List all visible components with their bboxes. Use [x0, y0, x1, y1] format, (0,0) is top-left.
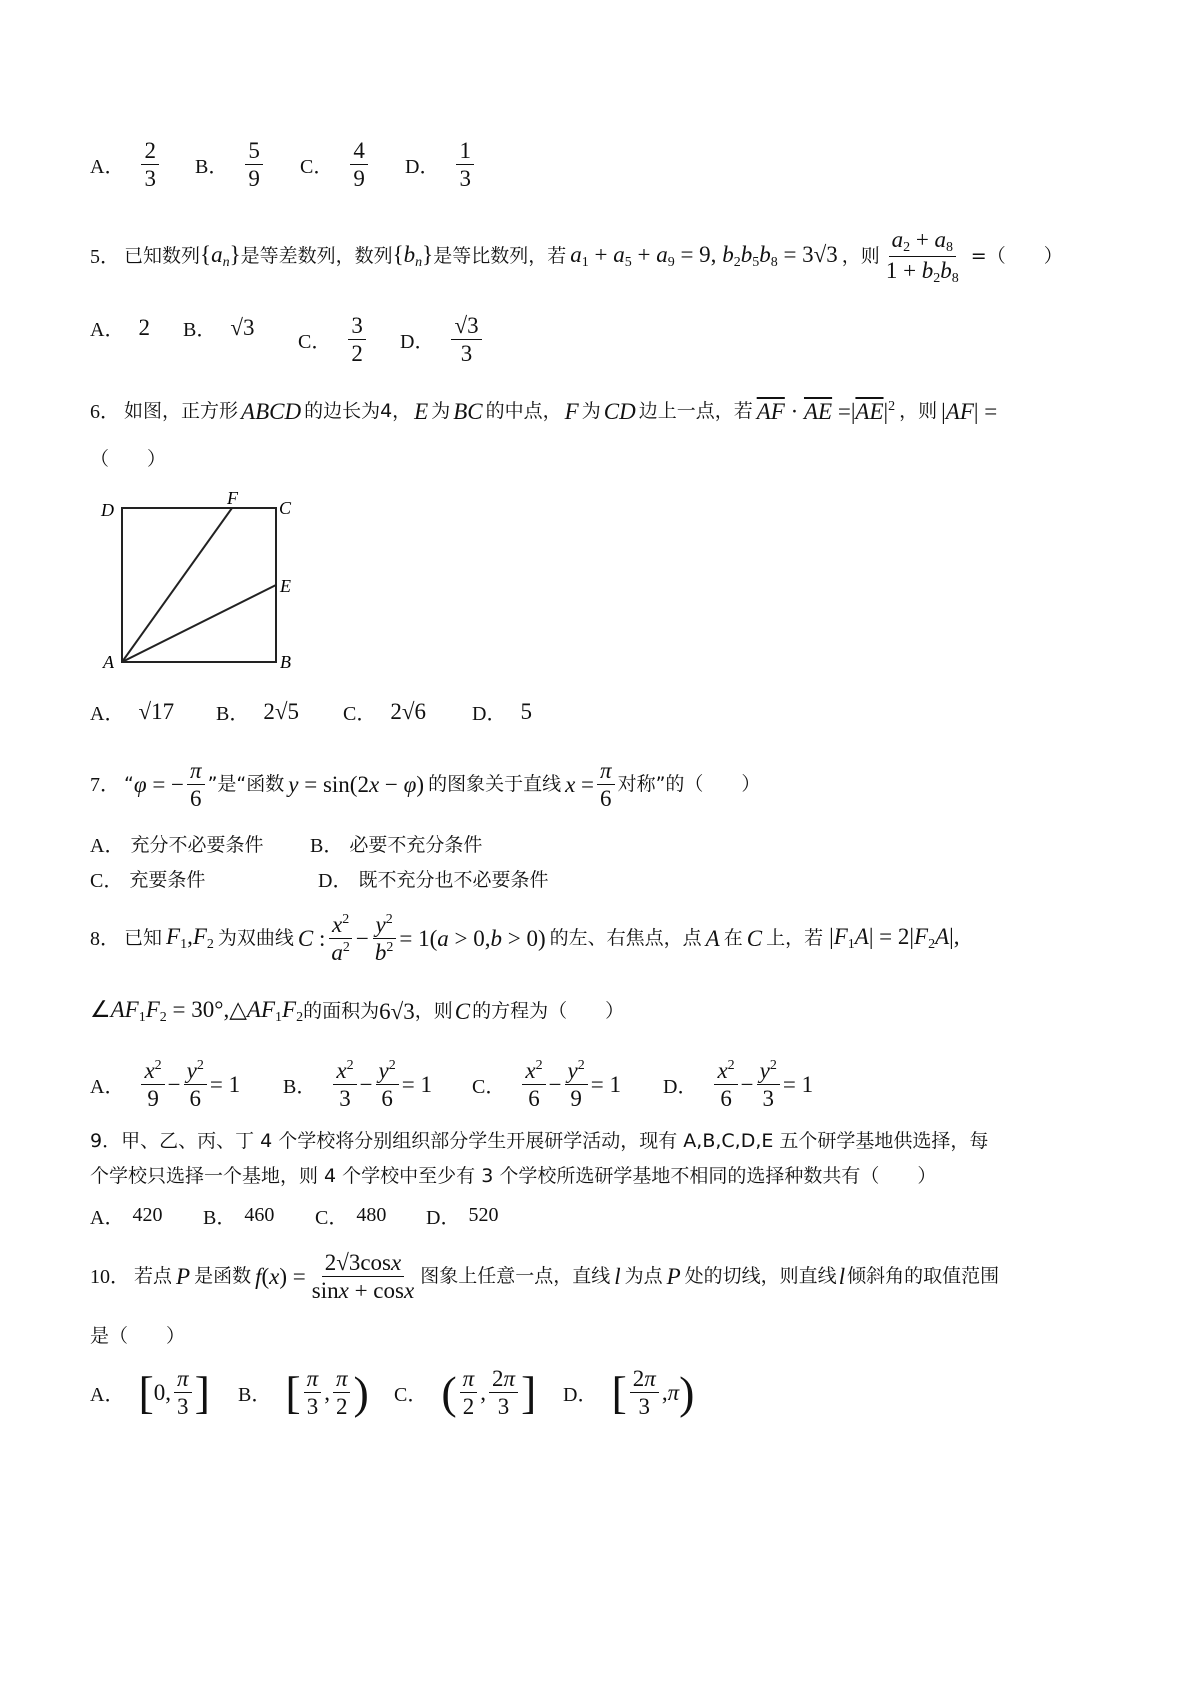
q8-option-c: C． $\frac{x^2}{6}$ − $\frac{y^2}{9}$ = 1 — [472, 1058, 621, 1112]
q10-option-c: C． ( $\frac{\pi}{2}$ , $\frac{2\pi}{3}$ ] — [394, 1366, 537, 1420]
q4-option-c: C． $\frac{4}{9}$ — [300, 138, 371, 192]
q10-option-d: D． [ $\frac{2\pi}{3}$ ,π ) — [563, 1366, 695, 1420]
q7-option-b: B． 必要不充分条件 — [310, 834, 483, 857]
q4-option-b: B． $\frac{5}{9}$ — [195, 138, 266, 192]
q6-stem: 6． 如图，正方形 ABCD 的边长为4， E 为 BC 的中点， F 为 CD 边上一点，若 $\overline{AF} \cdot \overline{AE} =|\overline{AE}|^2$ ，则 |AF| = — [90, 399, 998, 424]
segment-ae — [122, 585, 276, 662]
q10-stem-line2: 是（ ） — [90, 1325, 186, 1347]
q8-stem-line2: $\angle AF_1F_2$ = $30^\circ,\triangle AF_1F_2$ 的面积为 6√3 ，则 C 的方程为（ ） — [90, 997, 625, 1025]
q5-stem: 5． 已知数列 $\{a_n\}$ 是等差数列，数列 $\{b_n\}$ 是等比数列，若 $a_1 + a_5 + a_9 = 9$, $b_2b_5b_8 = 3√3$ ，则 $\frac{a_2 + a_8}{1 + b_2b_8}$ =（ ） — [90, 227, 1063, 287]
q7-option-d: D． 既不充分也不必要条件 — [318, 869, 549, 892]
q10-option-a: A． [ 0, $\frac{\pi}{3}$ ] — [90, 1366, 210, 1420]
label-e: E — [280, 576, 291, 596]
q9-option-d: D． 520 — [426, 1204, 499, 1229]
label-b: B — [280, 652, 291, 672]
q9-stem-line2: 个学校只选择一个基地，则 4 个学校中至少有 3 个学校所选研学基地不相同的选择种数共有（ ） — [90, 1165, 937, 1187]
q7-option-c: C． 充要条件 — [90, 869, 206, 892]
label-d: D — [101, 500, 114, 520]
q7-stem: 7． “ φ = − $\frac{\pi}{6}$ ” 是“函数 y = sin(2x − φ) 的图象关于直线 x = $\frac{\pi}{6}$ 对称”的（ ） — [90, 758, 761, 812]
q5-option-b: B． √3 — [183, 314, 255, 341]
square-abcd — [122, 508, 276, 662]
label-f: F — [227, 488, 238, 508]
q6-answer-paren: （ ） — [90, 448, 167, 470]
segment-af — [122, 508, 232, 662]
q10-stem: 10． 若点 P 是函数 f(x) = $\frac{2√3\cos x}{\sin x + \cos x}$ 图象上任意一点，直线 l 为点 P 处的切线，则直线 l 倾斜角的取值范围 — [90, 1250, 1000, 1304]
q9-option-b: B． 460 — [203, 1204, 275, 1229]
q5-option-c: C． $\frac{3}{2}$ — [298, 313, 369, 367]
q4-option-d: D． $\frac{1}{3}$ — [405, 138, 477, 192]
q6-option-c: C． 2√6 — [343, 698, 426, 725]
q5-option-a: A． 2 — [90, 314, 150, 341]
label-a: A — [103, 652, 114, 672]
q6-square-figure — [95, 488, 305, 673]
q6-option-b: B． 2√5 — [216, 698, 299, 725]
q9-stem-line1: 9．甲、乙、丙、丁 4 个学校将分别组织部分学生开展研学活动，现有 A,B,C,D,E 五个研学基地供选择，每 — [90, 1130, 989, 1152]
q8-option-a: A． $\frac{x^2}{9}$ − $\frac{y^2}{6}$ = 1 — [90, 1058, 241, 1112]
q5-option-d: D． $\frac{√3}{3}$ — [400, 313, 485, 367]
q7-option-a: A． 充分不必要条件 — [90, 834, 264, 857]
q8-option-b: B． $\frac{x^2}{3}$ − $\frac{y^2}{6}$ = 1 — [283, 1058, 432, 1112]
q8-stem-line1: 8． 已知 $F_1,F_2$ 为双曲线 C : $\frac{x^2}{a^2}$ − $\frac{y^2}{b^2}$ = 1(a > 0,b > 0) 的左、右焦点，点 A 在 C 上，若 $|F_1A| = 2|F_2A|$, — [90, 912, 960, 966]
label-c: C — [279, 498, 292, 518]
q9-option-a: A． 420 — [90, 1204, 163, 1229]
q6-option-d: D． 5 — [472, 698, 532, 725]
q9-option-c: C． 480 — [315, 1204, 387, 1229]
q6-option-a: A． √17 — [90, 698, 175, 725]
q8-option-d: D． $\frac{x^2}{6}$ − $\frac{y^2}{3}$ = 1 — [663, 1058, 814, 1112]
q4-option-a: A． $\frac{2}{3}$ — [90, 138, 162, 192]
q10-option-b: B． [ $\frac{\pi}{3}$ , $\frac{\pi}{2}$ ) — [238, 1366, 369, 1420]
